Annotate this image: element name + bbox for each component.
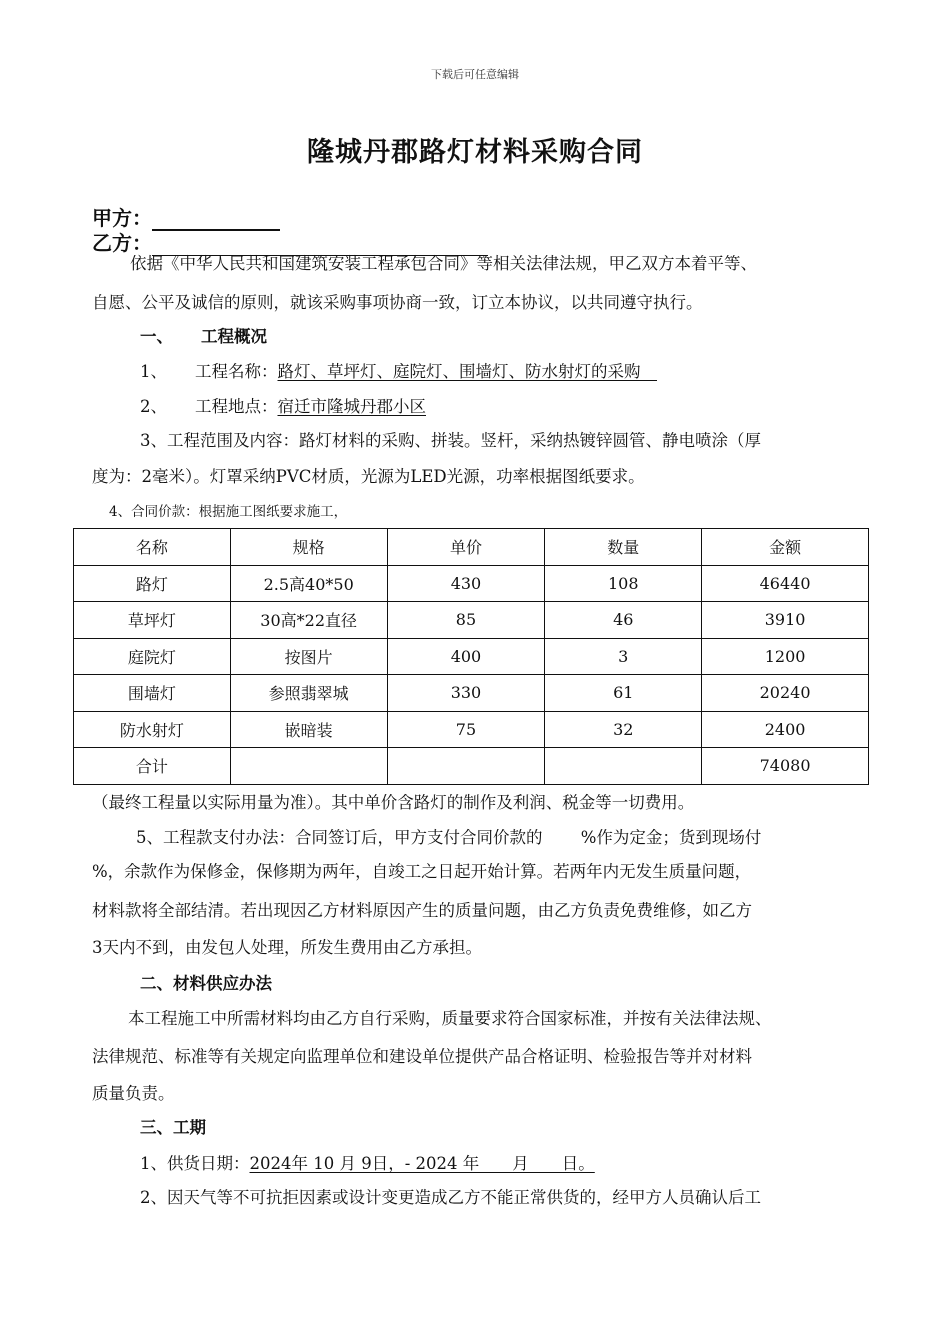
table-row: [74, 602, 869, 639]
after-table-note: （最终工程量以实际用量为准）。其中单价含路灯的制作及利润、税金等一切费用。: [92, 793, 695, 812]
payment-line-2: %，余款作为保修金，保修期为两年，自竣工之日起开始计算。若两年内无发生质量问题，: [92, 862, 752, 881]
section1-item3-line2: 度为：2毫米）。灯罩采纳PVC材质，光源为LED光源，功率根据图纸要求。: [92, 467, 645, 486]
item1-value: 路灯、草坪灯、庭院灯、围墙灯、防水射灯的采购: [277, 362, 657, 381]
section1-item3-line1: 3、工程范围及内容：路灯材料的采购、拼装。竖杆，采纳热镀锌圆管、静电喷涂（厚: [140, 431, 761, 450]
payment-line-3: 材料款将全部结清。若出现因乙方材料原因产生的质量问题，由乙方负责免费维修，如乙方: [92, 901, 752, 920]
table-cell: 46440: [702, 565, 869, 602]
table-cell: 74080: [702, 748, 869, 785]
intro-line-2: 自愿、公平及诚信的原则，就该采购事项协商一致，订立本协议，以共同遵守执行。: [92, 293, 703, 312]
section3-item1: [92, 1150, 920, 1174]
payment-line-1: 5、工程款支付办法：合同签订后，甲方支付合同价款的 %作为定金；货到现场付: [136, 828, 762, 847]
table-cell: 108: [545, 565, 702, 602]
table-cell: 85: [387, 602, 545, 639]
section2-line-1: 本工程施工中所需材料均由乙方自行采购，质量要求符合国家标准，并按有关法律法规、: [128, 1009, 772, 1028]
section1-heading: [92, 323, 920, 347]
table-row: [74, 675, 869, 712]
table-cell: 围墙灯: [74, 675, 231, 712]
table-cell: 按图片: [230, 638, 387, 675]
table-cell: 46: [545, 602, 702, 639]
supply-date-label: 1、供货日期：: [140, 1154, 250, 1173]
section1-item1: [92, 358, 920, 382]
table-cell: 1200: [702, 638, 869, 675]
intro-line-1: 依据《中华人民共和国建筑安装工程承包合同》等相关法律法规，甲乙双方本着平等、: [130, 254, 757, 273]
section2-line-3: 质量负责。: [92, 1084, 175, 1103]
supply-date-value: 2024年 10 月 9日，- 2024 年 月 日。: [249, 1154, 595, 1173]
section1-item2: [92, 393, 920, 417]
party-a-label: 甲方：: [92, 206, 152, 230]
item1-label: 工程名称：: [195, 362, 278, 381]
table-header-cell: 名称: [74, 529, 231, 566]
section2-line-2: 法律规范、标准等有关规定向监理单位和建设单位提供产品合格证明、检验报告等并对材料: [92, 1047, 752, 1066]
table-cell: 草坪灯: [74, 602, 231, 639]
table-total-row: [74, 748, 869, 785]
payment-line-4: 3天内不到，由发包人处理，所发生费用由乙方承担。: [92, 938, 482, 957]
table-cell: 庭院灯: [74, 638, 231, 675]
section1-num: 一、: [140, 327, 173, 346]
table-cell: 合计: [74, 748, 231, 785]
table-cell: 3: [545, 638, 702, 675]
section3-heading: 三、工期: [140, 1118, 206, 1137]
table-cell: 75: [387, 711, 545, 748]
table-cell: 嵌暗装: [230, 711, 387, 748]
table-cell: 防水射灯: [74, 711, 231, 748]
section2-heading: 二、材料供应办法: [140, 974, 272, 993]
table-header-cell: 单价: [387, 529, 545, 566]
table-cell: 参照翡翠城: [230, 675, 387, 712]
table-cell: 2400: [702, 711, 869, 748]
table-cell: 路灯: [74, 565, 231, 602]
table-row: [74, 638, 869, 675]
table-cell: 61: [545, 675, 702, 712]
table-cell: 400: [387, 638, 545, 675]
table-header-cell: 金额: [702, 529, 869, 566]
table-cell: 430: [387, 565, 545, 602]
table-cell: 330: [387, 675, 545, 712]
item2-num: 2、: [140, 397, 167, 416]
item1-num: 1、: [140, 362, 167, 381]
table-cell: [387, 748, 545, 785]
table-header-cell: 规格: [230, 529, 387, 566]
price-table: [73, 528, 869, 785]
section3-item2: 2、因天气等不可抗拒因素或设计变更造成乙方不能正常供货的，经甲方人员确认后工: [140, 1188, 761, 1207]
table-cell: [230, 748, 387, 785]
table-cell: 2.5高40*50: [230, 565, 387, 602]
table-header-cell: 数量: [545, 529, 702, 566]
item2-value: 宿迁市隆城丹郡小区: [277, 397, 426, 416]
section1-title: 工程概况: [201, 327, 267, 346]
table-row: [74, 711, 869, 748]
contract-title: 隆城丹郡路灯材料采购合同: [307, 137, 643, 168]
section1-item4: 4、合同价款：根据施工图纸要求施工，: [109, 504, 348, 520]
table-header-row: [74, 529, 869, 566]
table-cell: 3910: [702, 602, 869, 639]
party-b-label: 乙方：: [92, 231, 152, 255]
table-cell: 20240: [702, 675, 869, 712]
header-note: 下载后可任意编辑: [431, 68, 519, 81]
table-cell: [545, 748, 702, 785]
item2-label: 工程地点：: [195, 397, 278, 416]
table-row: [74, 565, 869, 602]
table-cell: 30高*22直径: [230, 602, 387, 639]
table-cell: 32: [545, 711, 702, 748]
